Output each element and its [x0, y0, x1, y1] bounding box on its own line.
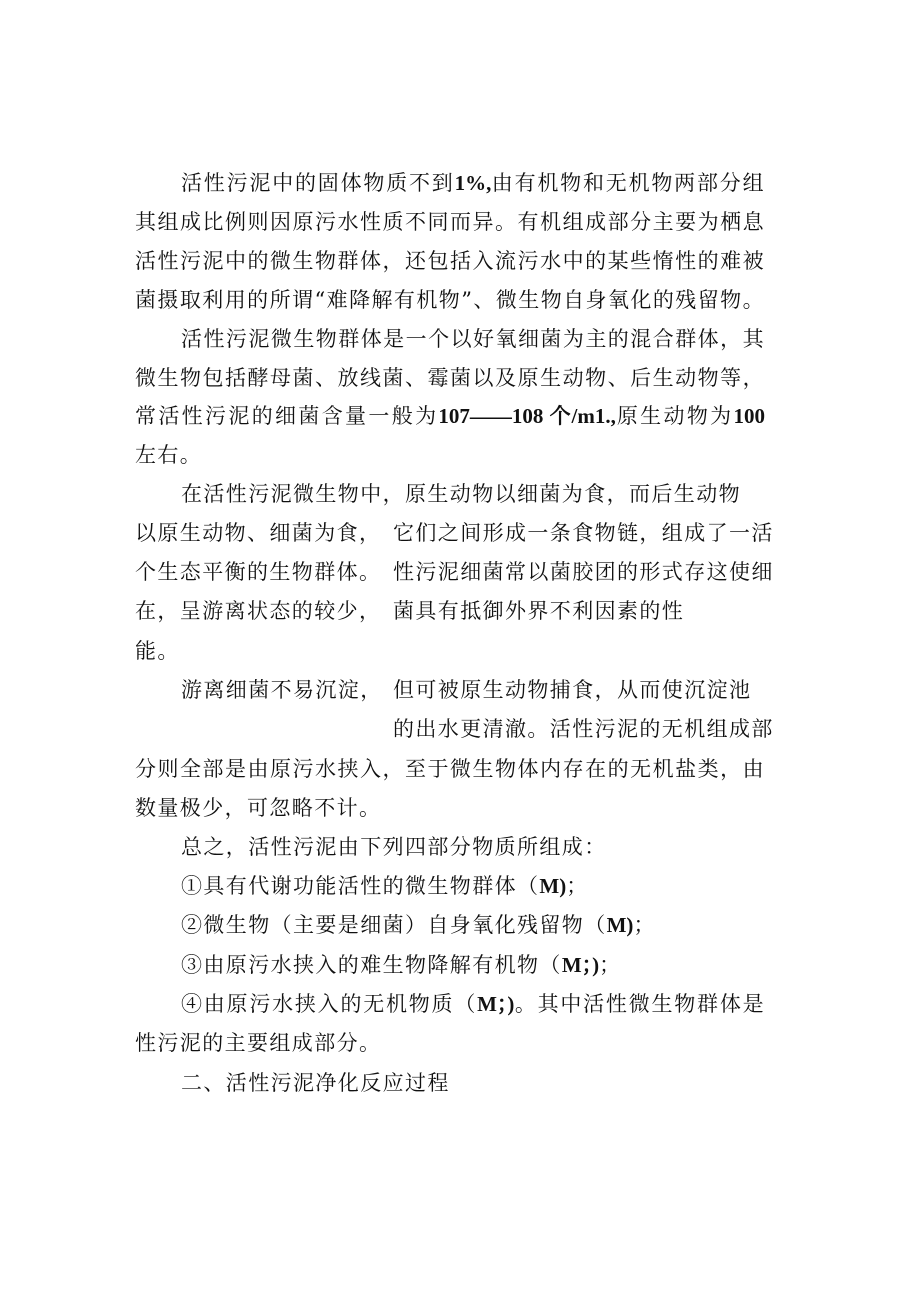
text-run: 性污泥的主要组成部分。	[135, 1031, 382, 1055]
bold-value: 107——108 个/m1.,	[438, 404, 616, 428]
text-line	[393, 519, 774, 547]
bold-value: M)	[606, 913, 634, 937]
text-run: ③由原污水挟入的难生物降解有机物（	[181, 953, 562, 977]
text-line	[393, 715, 774, 743]
text-run: 活性污泥微生物群体是一个以好氧细菌为主的混合群体，其	[181, 327, 765, 351]
text-run: 它们之间形成一条食物链，组成了一活	[393, 521, 774, 545]
section-heading	[181, 1069, 450, 1097]
text-run: 但可被原生动物捕食，从而使沉淀池	[393, 678, 752, 702]
text-run: ①具有代谢功能活性的微生物群体（	[181, 874, 540, 898]
text-run: 总之，活性污泥由下列四部分物质所组成：	[181, 835, 607, 859]
text-line	[135, 247, 765, 275]
text-line	[135, 597, 381, 625]
text-run: 在活性污泥微生物中，原生动物以细菌为食，而后生动物	[181, 482, 741, 506]
text-run: 菌具有抵御外界不利因素的性	[393, 599, 685, 623]
text-run: ；	[599, 953, 622, 977]
text-line	[393, 676, 751, 704]
text-line	[181, 990, 765, 1018]
bold-value: M；)	[477, 992, 515, 1016]
text-line	[135, 208, 765, 236]
text-line	[135, 637, 180, 665]
text-run: 数量极少，可忽略不计。	[135, 796, 382, 820]
text-line	[135, 558, 381, 586]
text-line	[181, 325, 765, 353]
text-run: 个生态平衡的生物群体。	[135, 560, 382, 584]
text-line	[135, 286, 765, 314]
text-line	[181, 872, 589, 900]
text-line	[393, 597, 684, 625]
text-run: 其组成比例则因原污水性质不同而异。有机组成部分主要为栖息	[135, 210, 765, 234]
text-line	[181, 676, 383, 704]
text-run: 由有机物和无机物两部分组	[491, 171, 765, 195]
bold-value: 1%,	[454, 171, 492, 195]
text-run: 菌摄取利用的所谓“难降解有机物”、微生物自身氧化的残留物。	[135, 288, 765, 312]
text-run: 能。	[135, 639, 180, 663]
bold-value: M；)	[561, 953, 600, 977]
text-run: ；	[633, 913, 656, 937]
text-run: 常活性污泥的细菌含量一般为	[135, 404, 439, 428]
text-run: 微生物包括酵母菌、放线菌、霉菌以及原生动物、后生动物等，	[135, 366, 765, 390]
text-run: 分则全部是由原污水挟入，至于微生物体内存在的无机盐类，由	[135, 757, 765, 781]
text-run: 活性污泥中的微生物群体，还包括入流污水中的某些惰性的难被	[135, 249, 765, 273]
text-run: 活性污泥中的固体物质不到	[181, 171, 455, 195]
text-run: ④由原污水挟入的无机物质（	[181, 992, 478, 1016]
text-line	[393, 558, 774, 586]
text-run: 原生动物为	[615, 404, 734, 428]
text-line	[181, 951, 622, 979]
text-run: 的出水更清澈。活性污泥的无机组成部	[393, 717, 774, 741]
bold-value: M)	[539, 874, 567, 898]
text-line	[181, 911, 656, 939]
text-line	[181, 833, 607, 861]
text-run: 性污泥细菌常以菌胶团的形式存这使细	[393, 560, 774, 584]
text-line	[135, 402, 765, 430]
text-run: ；	[566, 874, 589, 898]
text-run: 在，呈游离状态的较少，	[135, 599, 382, 623]
bold-value: 100	[733, 404, 765, 428]
text-line	[135, 794, 381, 822]
text-run: ②微生物（主要是细菌）自身氧化残留物（	[181, 913, 607, 937]
text-line	[135, 364, 765, 392]
text-line	[181, 480, 741, 508]
text-run: 左右。	[135, 443, 203, 467]
text-run: 二、活性污泥净化反应过程	[181, 1071, 450, 1095]
text-run: 。其中活性微生物群体是	[514, 992, 765, 1016]
text-run: 以原生动物、细菌为食，	[135, 521, 382, 545]
text-run: 游离细菌不易沉淀，	[181, 678, 383, 702]
text-line	[135, 755, 765, 783]
text-line	[181, 169, 765, 197]
text-line	[135, 1029, 381, 1057]
text-line	[135, 441, 202, 469]
text-line	[135, 519, 381, 547]
